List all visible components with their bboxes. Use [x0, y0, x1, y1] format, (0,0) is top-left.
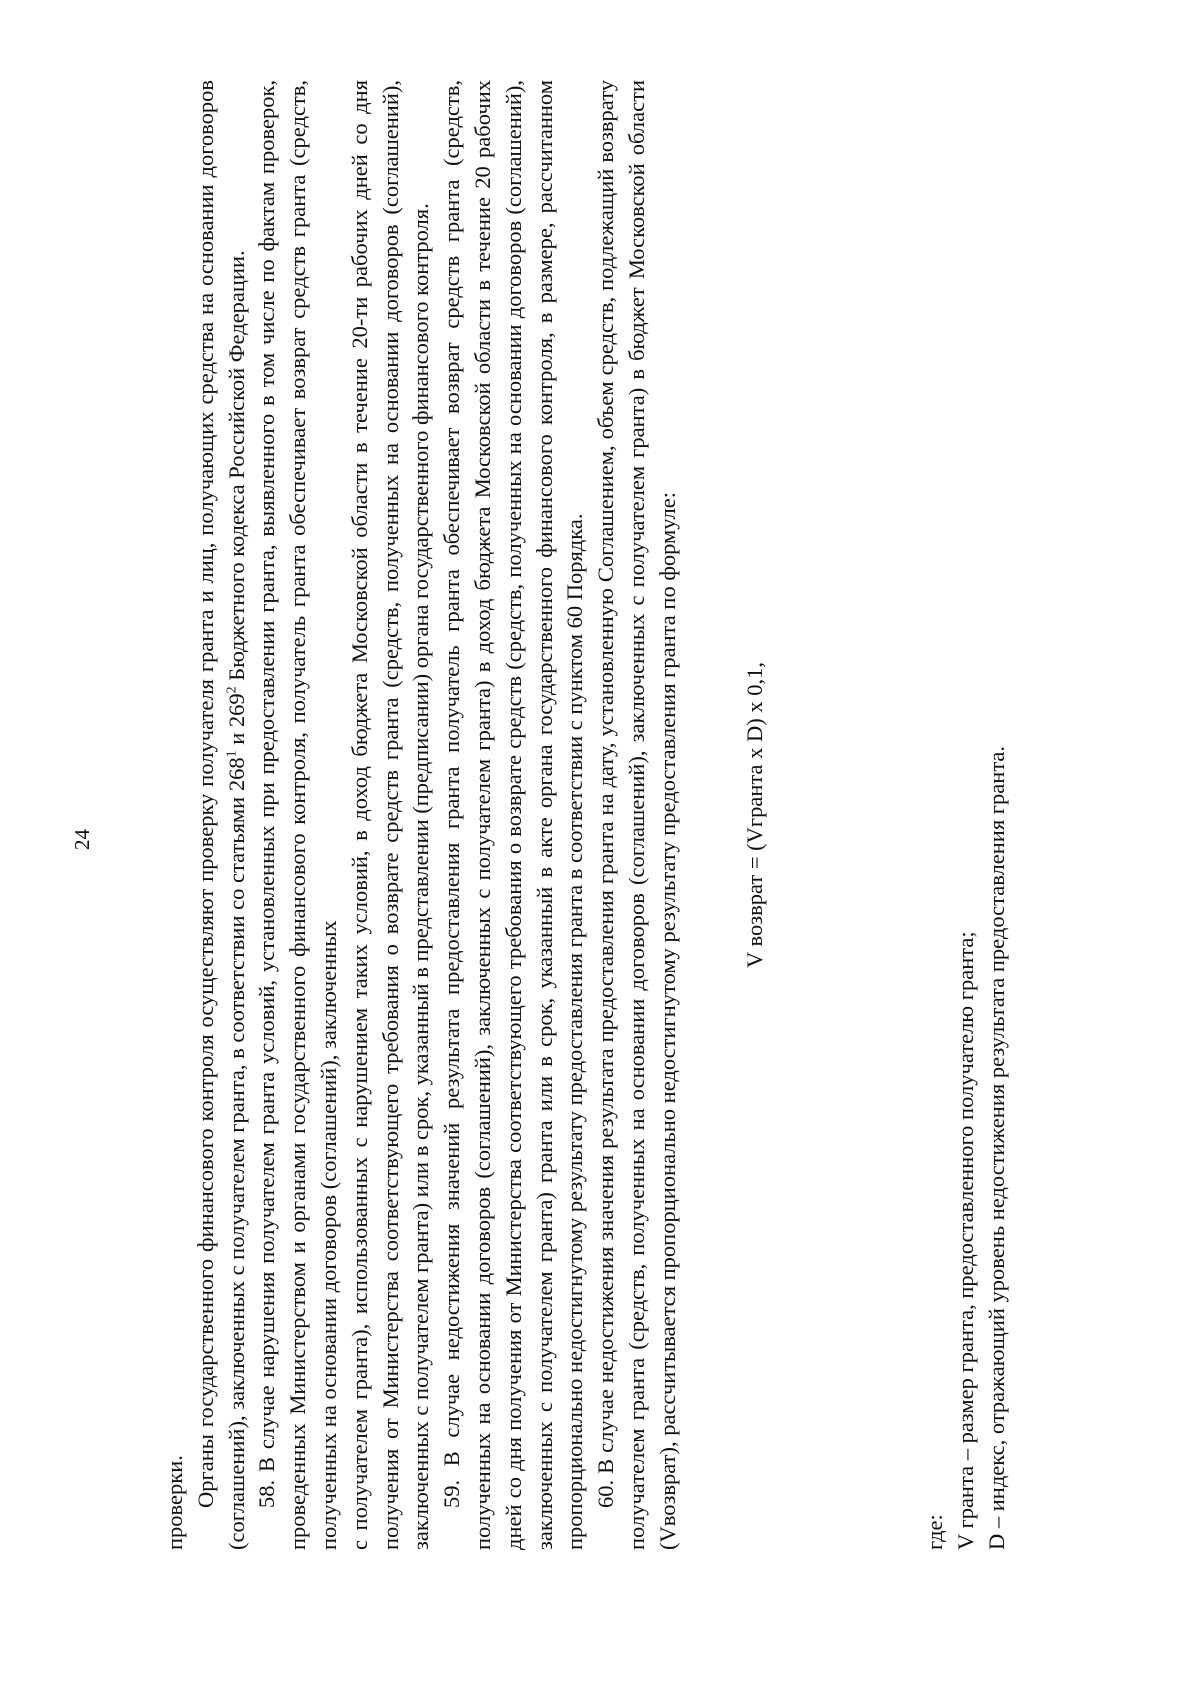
- superscript: 1: [224, 750, 240, 758]
- paragraph-intro: проверки.: [162, 1455, 187, 1550]
- legend-where: где:: [922, 1514, 948, 1550]
- legend-v-definition: V гранта – размер гранта, предоставленного получателю гранта;: [953, 931, 979, 1550]
- paragraph-58: 58. В случае нарушения получателем гранта условий, установленных при предоставлении гранта, выявленного в том числе по фактам проверок, проведенных Министерством и органами государственного финансового контроля, получатель гранта обеспечивает возврат средств гранта (средств, полученных на основании договоров (соглашений), заключенных: [254, 80, 341, 1550]
- page-number: 24: [70, 829, 94, 850]
- formula: V возврат = (Vгранта x D) x 0,1,: [741, 662, 767, 968]
- superscript: 2: [224, 686, 240, 694]
- paragraph-control-bodies: [191, 80, 253, 1550]
- document-body: [160, 80, 1013, 1550]
- paragraph-59: 59. В случае недостижения значений результата предоставления гранта получатель гранта обеспечивает возврат средств гранта (средств, полученных на основании договоров (соглашений), заключенных с получателем гранта) в доход бюджета Московской области в течение 20 рабочих дней со дня получения от Министерства соответствующего требования о возврате средств (средств, полученных на основании договоров (соглашений), заключенных с получателем гранта) гранта или в срок, указанный в акте органа государственного финансового контроля, в размере, рассчитанном пропорционально недостигнутому результату предоставления гранта в соответствии с пунктом 60 Порядка.: [439, 80, 588, 1550]
- legend-d-definition: D – индекс, отражающий уровень недостижения результата предоставления гранта.: [983, 745, 1009, 1550]
- paragraph-60: 60. В случае недостижения значения результата предоставления гранта на дату, установленную Соглашением, объем средств, подлежащий возврату получателем гранта (средств, полученных на основании договоров (соглашений), заключенных с получателем гранта) в бюджет Московской области (Vвозврат), рассчитывается пропорционально недостигнутому результату предоставления гранта по формуле:: [593, 80, 680, 1550]
- paragraph-58-continued: с получателем гранта), использованных с нарушением таких условий, в доход бюджета Московской области в течение 20-ти рабочих дней со дня получения от Министерства соответствующего требования о возврате средств гранта (средств, полученных на основании договоров (соглашений), заключенных с получателем гранта) или в срок, указанный в представлении (предписании) органа государственного финансового контроля.: [346, 80, 434, 1550]
- paragraph-text: Бюджетного кодекса Российской Федерации.: [223, 250, 249, 687]
- paragraph-text: и 269: [223, 693, 249, 751]
- paragraph-text: Органы государственного финансового контроля осуществляют проверку получателя гранта и лиц, получающих средства на основании договоров (соглашений), заключенных с получателем гранта, в соответствии со статьями 268: [192, 80, 249, 1550]
